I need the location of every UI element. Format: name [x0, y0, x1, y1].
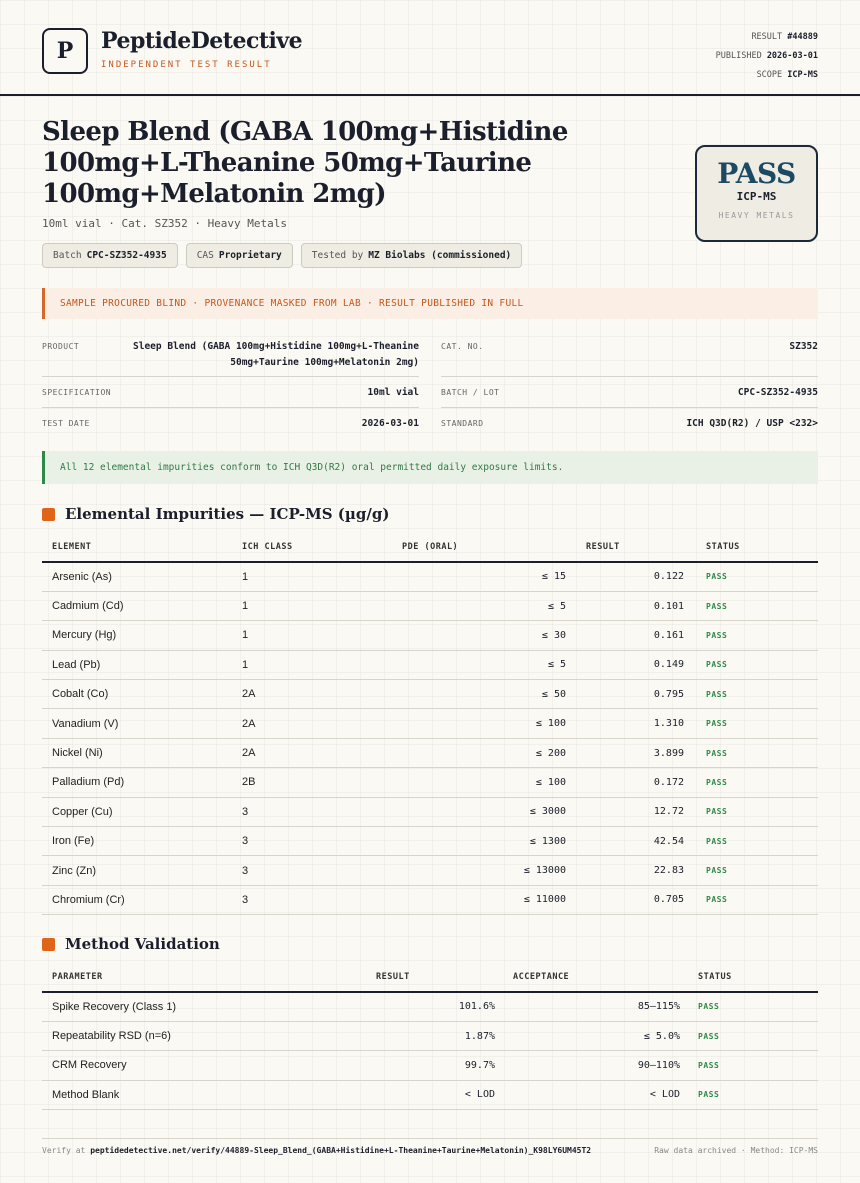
table-row	[42, 738, 818, 767]
result-value: 0.122	[566, 562, 684, 591]
result-value: 1.310	[566, 709, 684, 738]
col-acceptance: ACCEPTANCE	[495, 963, 680, 992]
scope-value: ICP-MS	[787, 70, 818, 80]
ich-class: 1	[242, 591, 402, 620]
divider	[42, 376, 419, 377]
status-badge: PASS	[684, 738, 818, 767]
table-row	[42, 1051, 818, 1080]
table-header-row	[42, 963, 818, 992]
pde-limit: ≤ 3000	[402, 797, 566, 826]
validation-heading-text: Method Validation	[65, 935, 220, 953]
chip-label: Batch	[53, 250, 82, 261]
status-badge: PASS	[684, 650, 818, 679]
result-value: 0.149	[566, 650, 684, 679]
table-row	[42, 562, 818, 591]
table-header-row	[42, 533, 818, 562]
col-result: RESULT	[566, 533, 684, 562]
element-name: Iron (Fe)	[42, 827, 242, 856]
table-row	[42, 1080, 818, 1109]
date-label: TEST DATE	[42, 419, 90, 428]
status-badge: PASS	[684, 621, 818, 650]
result-value: 12.72	[566, 797, 684, 826]
col-status: STATUS	[680, 963, 818, 992]
batch-label: BATCH / LOT	[441, 388, 500, 397]
table-row	[42, 992, 818, 1021]
pde-limit: ≤ 50	[402, 680, 566, 709]
result-value: < LOD	[362, 1080, 495, 1109]
result-value: 42.54	[566, 827, 684, 856]
pde-limit: ≤ 1300	[402, 827, 566, 856]
table-row	[42, 680, 818, 709]
result-value: 0.795	[566, 680, 684, 709]
acceptance-range: ≤ 5.0%	[495, 1021, 680, 1050]
published-date: 2026-03-01	[766, 51, 818, 61]
acceptance-range: 85–115%	[495, 992, 680, 1021]
ich-class: 2B	[242, 768, 402, 797]
element-name: Vanadium (V)	[42, 709, 242, 738]
result-value: 0.101	[566, 591, 684, 620]
result-meta	[716, 28, 818, 85]
ich-class: 1	[242, 562, 402, 591]
chip-value: Proprietary	[218, 250, 282, 261]
status-badge: PASS	[684, 591, 818, 620]
status-badge: PASS	[684, 562, 818, 591]
impurities-heading-text: Elemental Impurities — ICP-MS (µg/g)	[65, 505, 390, 523]
section-square-icon	[42, 938, 55, 951]
verify-label: Verify at	[42, 1146, 86, 1155]
chip-label: CAS	[196, 250, 214, 261]
divider	[441, 376, 818, 377]
batch-chip	[42, 243, 178, 268]
table-row	[42, 650, 818, 679]
table-row	[42, 591, 818, 620]
product-value	[110, 339, 419, 371]
tested-by-chip	[301, 243, 522, 268]
impurities-heading	[42, 505, 389, 523]
result-label: RESULT	[751, 32, 783, 42]
acceptance-range: 90–110%	[495, 1051, 680, 1080]
divider	[441, 407, 818, 408]
published-label: PUBLISHED	[715, 51, 762, 61]
pde-limit: ≤ 100	[402, 709, 566, 738]
table-row	[42, 1021, 818, 1050]
badge-method: ICP-MS	[736, 190, 777, 203]
pde-limit: ≤ 11000	[402, 885, 566, 914]
col-parameter: PARAMETER	[42, 963, 362, 992]
header	[0, 0, 860, 96]
ich-class: 3	[242, 885, 402, 914]
acceptance-range: < LOD	[495, 1080, 680, 1109]
badge-category: HEAVY METALS	[718, 211, 795, 220]
divider	[42, 407, 419, 408]
element-name: Nickel (Ni)	[42, 738, 242, 767]
parameter-name: CRM Recovery	[42, 1051, 362, 1080]
result-value: 22.83	[566, 856, 684, 885]
brand-name: PeptideDetective	[101, 28, 303, 54]
col-result: RESULT	[362, 963, 495, 992]
element-name: Cobalt (Co)	[42, 680, 242, 709]
standard-label: STANDARD	[441, 419, 484, 428]
result-number: #44889	[787, 32, 818, 42]
spec-label: SPECIFICATION	[42, 388, 112, 397]
pde-limit: ≤ 13000	[402, 856, 566, 885]
status-badge: PASS	[684, 709, 818, 738]
pde-limit: ≤ 5	[402, 650, 566, 679]
verify-text	[42, 1146, 591, 1155]
ich-class: 1	[242, 650, 402, 679]
element-name: Copper (Cu)	[42, 797, 242, 826]
table-row	[42, 621, 818, 650]
conformance-banner: All 12 elemental impurities conform to ICH Q3D(R2) oral permitted daily exposure limits.	[42, 451, 818, 484]
cas-chip	[186, 243, 293, 268]
verify-link[interactable]: peptidedetective.net/verify/44889-Sleep_Blend_(GABA+Histidine+L-Theanine+Taurine+Melatonin)_K98LY6UM45T2	[90, 1146, 592, 1155]
result-value: 101.6%	[362, 992, 495, 1021]
date-value: 2026-03-01	[361, 418, 419, 429]
ich-class: 3	[242, 797, 402, 826]
col-status: STATUS	[684, 533, 818, 562]
catno-label: CAT. NO.	[441, 342, 484, 351]
status-badge: PASS	[684, 827, 818, 856]
element-name: Palladium (Pd)	[42, 768, 242, 797]
element-name: Cadmium (Cd)	[42, 591, 242, 620]
spec-value: 10ml vial	[367, 387, 419, 398]
table-row	[42, 856, 818, 885]
element-name: Zinc (Zn)	[42, 856, 242, 885]
catno-value: SZ352	[789, 341, 818, 352]
table-row	[42, 797, 818, 826]
status-badge: PASS	[684, 797, 818, 826]
status-badge: PASS	[680, 1080, 818, 1109]
validation-heading	[42, 935, 220, 953]
parameter-name: Repeatability RSD (n=6)	[42, 1021, 362, 1050]
element-name: Arsenic (As)	[42, 562, 242, 591]
ich-class: 2A	[242, 738, 402, 767]
impurities-table	[42, 533, 818, 915]
product-value-line-1: Sleep Blend (GABA 100mg+Histidine 100mg+L-Theanine	[133, 341, 419, 352]
status-badge: PASS	[684, 768, 818, 797]
product-label: PRODUCT	[42, 342, 80, 351]
result-value: 99.7%	[362, 1051, 495, 1080]
result-value: 0.172	[566, 768, 684, 797]
chip-row	[42, 243, 522, 268]
result-value: 0.705	[566, 885, 684, 914]
element-name: Chromium (Cr)	[42, 885, 242, 914]
chip-value: CPC-SZ352-4935	[86, 250, 167, 261]
ich-class: 1	[242, 621, 402, 650]
pass-badge	[695, 145, 818, 242]
parameter-name: Spike Recovery (Class 1)	[42, 992, 362, 1021]
pde-limit: ≤ 5	[402, 591, 566, 620]
col-ich-class: ICH CLASS	[242, 533, 402, 562]
footer	[42, 1138, 818, 1155]
pde-limit: ≤ 30	[402, 621, 566, 650]
status-badge: PASS	[680, 1021, 818, 1050]
page-subtitle: 10ml vial · Cat. SZ352 · Heavy Metals	[42, 217, 288, 230]
standard-value: ICH Q3D(R2) / USP <232>	[686, 418, 818, 429]
product-value-line-2: 50mg+Taurine 100mg+Melatonin 2mg)	[230, 357, 419, 368]
ich-class: 2A	[242, 709, 402, 738]
element-name: Lead (Pb)	[42, 650, 242, 679]
result-value: 3.899	[566, 738, 684, 767]
parameter-name: Method Blank	[42, 1080, 362, 1109]
result-value: 0.161	[566, 621, 684, 650]
pde-limit: ≤ 100	[402, 768, 566, 797]
validation-table	[42, 963, 818, 1110]
section-square-icon	[42, 508, 55, 521]
status-badge: PASS	[680, 1051, 818, 1080]
status-badge: PASS	[684, 680, 818, 709]
brand-subtitle: INDEPENDENT TEST RESULT	[101, 60, 272, 70]
table-row	[42, 885, 818, 914]
badge-result: PASS	[717, 157, 796, 190]
chip-label: Tested by	[311, 250, 364, 261]
status-badge: PASS	[684, 885, 818, 914]
element-name: Mercury (Hg)	[42, 621, 242, 650]
batch-value: CPC-SZ352-4935	[737, 387, 818, 398]
chip-value: MZ Biolabs (commissioned)	[368, 250, 512, 261]
pde-limit: ≤ 15	[402, 562, 566, 591]
status-badge: PASS	[680, 992, 818, 1021]
page-title: Sleep Blend (GABA 100mg+Histidine 100mg+L-Theanine 50mg+Taurine 100mg+Melatonin 2mg)	[42, 117, 568, 209]
ich-class: 3	[242, 856, 402, 885]
result-value: 1.87%	[362, 1021, 495, 1050]
col-pde: PDE (ORAL)	[402, 533, 566, 562]
logo-icon: P	[42, 28, 88, 74]
ich-class: 2A	[242, 680, 402, 709]
status-badge: PASS	[684, 856, 818, 885]
table-row	[42, 827, 818, 856]
col-element: ELEMENT	[42, 533, 242, 562]
pde-limit: ≤ 200	[402, 738, 566, 767]
table-row	[42, 768, 818, 797]
blind-sample-banner: SAMPLE PROCURED BLIND · PROVENANCE MASKED FROM LAB · RESULT PUBLISHED IN FULL	[42, 288, 818, 319]
ich-class: 3	[242, 827, 402, 856]
table-row	[42, 709, 818, 738]
footer-note: Raw data archived · Method: ICP-MS	[654, 1146, 818, 1155]
scope-label: SCOPE	[756, 70, 783, 80]
